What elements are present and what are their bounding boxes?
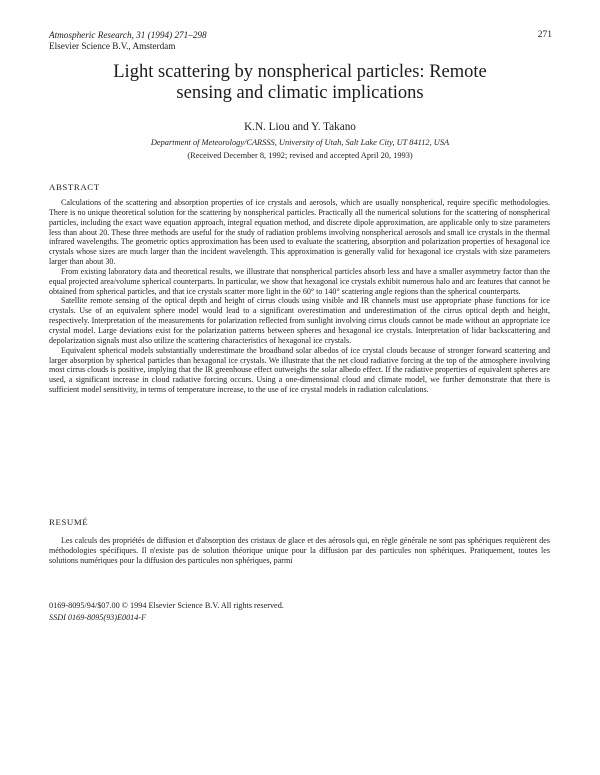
title-line-2: sensing and climatic implications — [176, 83, 424, 103]
abstract-paragraph-3: Satellite remote sensing of the optical depth and height of cirrus clouds using visible and IR channels must use appropriate phase functions for ice crystals. Use of an equivalent sphere model would lead to a significant overestimation and underestimation of the cirrus optical depth and height, respectively. Interpretation of the measurements for polarization reflected from sunlight involving cirrus clouds cannot be made without an appropriate ice crystal model. Large deviations exist for the polarization patterns between spheres and hexagonal ice crystals. Interpretation of lidar backscattering and depolarization signals must also utilize the scattering characteristics of hexagonal ice crystals. — [49, 296, 550, 345]
authors: K.N. Liou and Y. Takano — [244, 121, 356, 133]
abstract-body — [49, 198, 550, 395]
affiliation: Department of Meteorology/CARSSS, University of Utah, Salt Lake City, UT 84112, USA — [150, 138, 450, 147]
resume-paragraph-1: Les calculs des propriétés de diffusion et d'absorption des cristaux de glace et des aérosols qui, en règle générale ne sont pas sphériques requièrent des méthodologies spécifiques. Il n'existe pas de solution théorique unique pour la diffusion par des particules non sphériques. Pratiquement, toutes les solutions numériques pour la diffusion des particules non sphériques, parmi — [49, 536, 550, 565]
journal-citation: Atmospheric Research, 31 (1994) 271–298 — [49, 30, 207, 40]
abstract-heading: ABSTRACT — [49, 182, 100, 192]
abstract-paragraph-1: Calculations of the scattering and absorption properties of ice crystals and aerosols, which are usually nonspherical, require specific methodologies. There is no unique theoretical solution for the scattering by nonspherical particles. Practically all the numerical solutions for the scattering of nonspherical particles, including the exact wave equation approach, integral equation method, and discrete dipole approximation, are applicable only to size parameters less than about 20. These three methods are useful for the study of radiation problems involving nonspherical aerosols and small ice crystals in the thermal infrared wavelengths. The geometric optics approximation has been used to evaluate the scattering, absorption and polarization properties of hexagonal ice crystals whose sizes are much larger than the incident wavelength. This approximation is generally valid for hexagonal ice crystals with size parameters larger than about 30. — [49, 198, 550, 267]
publisher-line: Elsevier Science B.V., Amsterdam — [49, 41, 176, 51]
resume-body — [49, 536, 550, 566]
paper-title — [0, 62, 600, 104]
received-dates: (Received December 8, 1992; revised and accepted April 20, 1993) — [187, 151, 413, 160]
ssdi-line: SSDI 0169-8095(93)E0014-F — [49, 613, 147, 622]
abstract-paragraph-2: From existing laboratory data and theoretical results, we illustrate that nonspherical particles absorb less and have a smaller asymmetry factor than the equal projected area/volume spherical counterparts. In particular, we show that hexagonal ice crystals exhibit numerous halo and arc features that cannot be obtained from spherical particles, and that ice crystals scatter more light in the 60° to 140° scattering angle regions than the spherical counterparts. — [49, 266, 550, 296]
page-number: 271 — [537, 30, 552, 40]
copyright-line: 0169-8095/94/$07.00 © 1994 Elsevier Science B.V. All rights reserved. — [49, 601, 284, 610]
title-line-1: Light scattering by nonspherical particles: Remote — [113, 62, 487, 82]
resume-heading: RESUMÉ — [49, 517, 89, 527]
abstract-paragraph-4: Equivalent spherical models substantially underestimate the broadband solar albedos of ice crystal clouds because of stronger forward scattering and larger absorption by spherical particles than hexagonal ice crystals. We illustrate that the net cloud radiative forcing at the top of the atmosphere involving most cirrus clouds is positive, implying that the IR greenhouse effect outweighs the solar albedo effect. If the radiative properties of equivalent spheres are used, a significant increase in cloud radiative forcing occurs. Using a one-dimensional cloud and climate model, we further demonstrate that there is sufficient model sensitivity, in terms of temperature increase, to the use of ice crystal models in radiation calculations. — [49, 345, 550, 395]
